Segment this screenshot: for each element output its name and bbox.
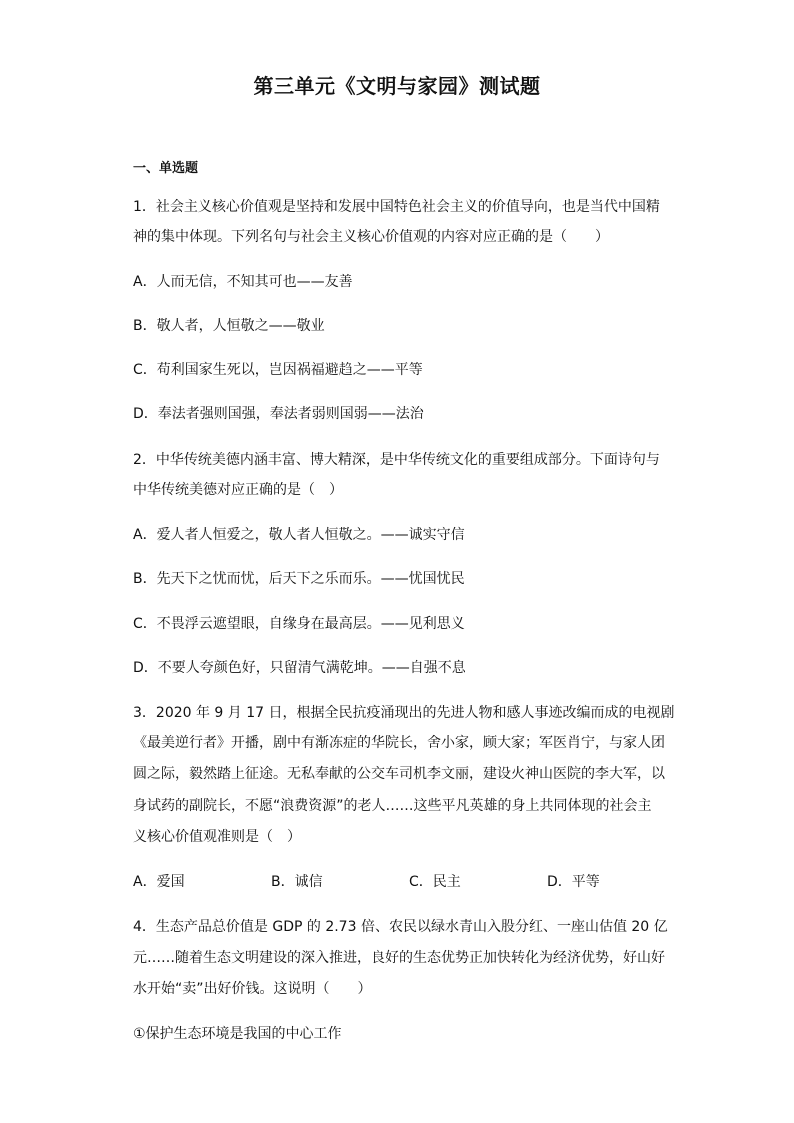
q4-item: ①保护生态环境是我国的中心工作 — [133, 1026, 342, 1042]
q3-stem-line: 《最美逆行者》开播，剧中有渐冻症的华院长，舍小家，顾大家；军医肖宁，与家人团 — [133, 735, 665, 751]
q1-stem-line: 神的集中体现。下列名句与社会主义核心价值观的内容对应正确的是（ ） — [133, 229, 609, 245]
section-heading: 一、单选题 — [133, 161, 199, 176]
q4-stem-line: 元……随着生态文明建设的深入推进，良好的生态优势正加快转化为经济优势，好山好 — [133, 950, 665, 966]
q1-option-b: B．敬人者，人恒敬之——敬业 — [133, 318, 325, 334]
q3-stem-line: 义核心价值观准则是（ ） — [133, 829, 301, 845]
q2-option-b: B．先天下之忧而忧，后天下之乐而乐。——忧国忧民 — [133, 571, 465, 587]
q2-option-c: C．不畏浮云遮望眼，自缘身在最高层。——见利思义 — [133, 616, 465, 632]
q3-stem-line: 3．2020 年 9 月 17 日，根据全民抗疫涌现出的先进人物和感人事迹改编而成的电视剧 — [133, 705, 675, 721]
q3-option-d: D．平等 — [547, 874, 600, 890]
q3-option-b: B．诚信 — [271, 874, 323, 890]
q3-stem-line: 圆之际，毅然踏上征途。无私奉献的公交车司机李文丽，建设火神山医院的李大军，以 — [133, 766, 665, 782]
document-title: 第三单元《文明与家园》测试题 — [253, 74, 541, 98]
q3-options — [133, 872, 693, 892]
q4-stem-line: 水开始“卖”出好价钱。这说明（ ） — [133, 981, 372, 997]
q1-option-c: C．苟利国家生死以，岂因祸福避趋之——平等 — [133, 362, 423, 378]
q2-option-a: A．爱人者人恒爱之，敬人者人恒敬之。——诚实守信 — [133, 527, 465, 543]
q2-stem-line: 2．中华传统美德内涵丰富、博大精深，是中华传统文化的重要组成部分。下面诗句与 — [133, 452, 660, 468]
q3-option-c: C．民主 — [409, 874, 461, 890]
q4-stem-line: 4．生态产品总价值是 GDP 的 2.73 倍、农民以绿水青山入股分红、一座山估值 20 亿 — [133, 919, 668, 935]
q3-option-a: A．爱国 — [133, 874, 185, 890]
q2-stem-line: 中华传统美德对应正确的是（ ） — [133, 482, 343, 498]
q1-option-a: A．人而无信，不知其可也——友善 — [133, 274, 353, 290]
q3-stem-line: 身试药的副院长，不愿“浪费资源”的老人……这些平凡英雄的身上共同体现的社会主 — [133, 798, 652, 814]
q1-option-d: D．奉法者强则国强，奉法者弱则国弱——法治 — [133, 406, 424, 422]
q2-option-d: D．不要人夸颜色好，只留清气满乾坤。——自强不息 — [133, 660, 466, 676]
q1-stem-line: 1．社会主义核心价值观是坚持和发展中国特色社会主义的价值导向，也是当代中国精 — [133, 199, 660, 215]
